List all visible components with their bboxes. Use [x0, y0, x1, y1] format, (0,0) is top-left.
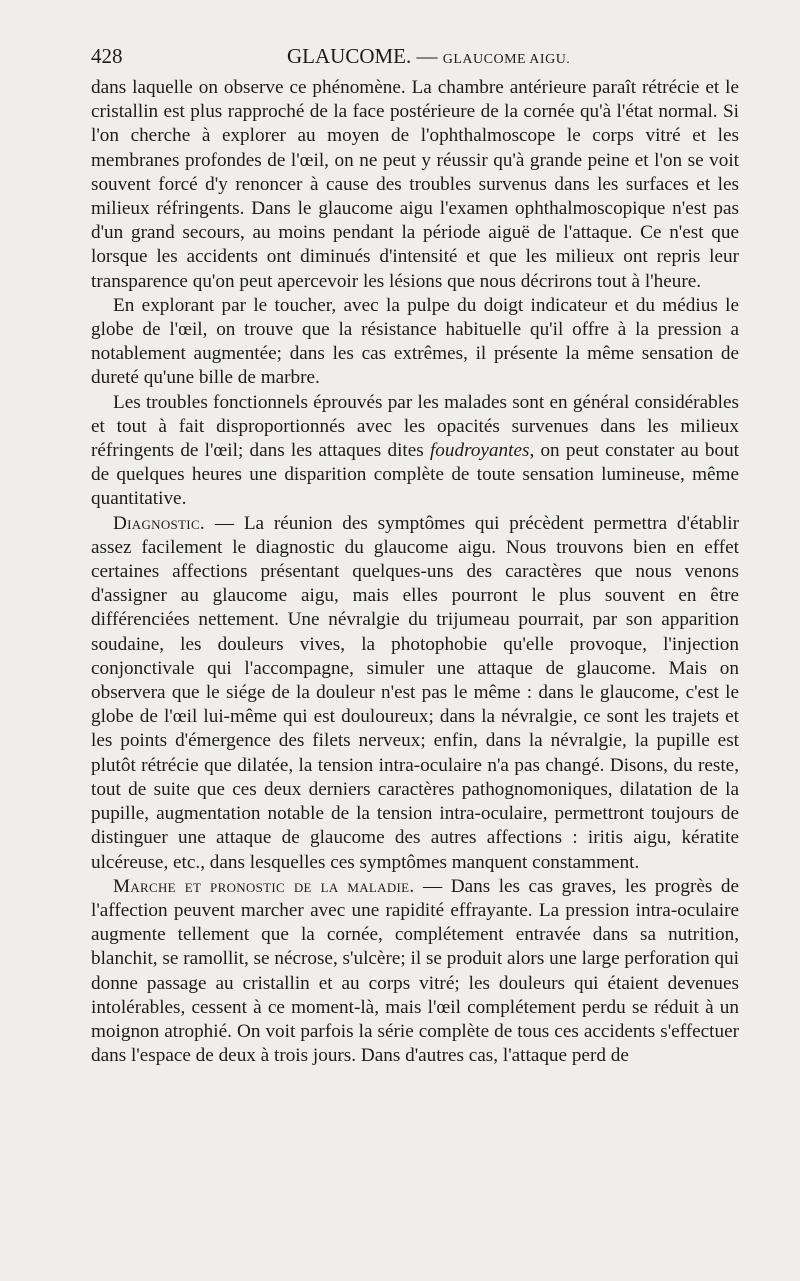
- paragraph-functional-troubles: [91, 391, 739, 512]
- paragraph-prognosis: [91, 875, 739, 1069]
- section-heading-prognosis: Marche et pronostic de la maladie.: [113, 875, 415, 897]
- body-text: [91, 76, 739, 1068]
- header-title: GLAUCOME.: [287, 44, 412, 68]
- paragraph-diagnostic: [91, 512, 739, 875]
- paragraph-text: — La réunion des symptômes qui précèdent permettra d'établir assez facilement le diagnostic du glaucome aigu. Nous trouvons bien en effet certaines affections présentant quelques-uns des caractères que nous venons d'assigner au glaucome aigu, mais elles pourront le plus souvent en être différenciées nettement. Une névralgie du trijumeau pourrait, par son apparition soudaine, les douleurs vives, la photophobie qu'elle provoque, l'injection conjonctivale qui l'accompagne, simuler une attaque de glaucome. Mais on observera que le siége de la douleur n'est pas le même : dans le glaucome, c'est le globe de l'œil lui-même qui est douloureux; dans la névralgie, ce sont les trajets et les points d'émergence des filets nerveux; enfin, dans la névralgie, la pupille est plutôt rétrécie que dilatée, la tension intra-oculaire n'a pas changé. Disons, du reste, tout de suite que ces deux derniers caractères pathognomoniques, dilatation de la pupille, augmentation notable de la tension intra-oculaire, permettront toujours de distinguer une attaque de glaucome des autres affections : iritis aigu, kératite ulcéreuse, etc., dans lesquelles ces symptômes manquent constamment.: [91, 512, 739, 873]
- running-header: [91, 44, 739, 76]
- italic-term: foudroyantes: [429, 440, 530, 462]
- paragraph-continuation: dans laquelle on observe ce phénomène. La chambre antérieure paraît rétrécie et le cristallin est plus rapproché de la face postérieure de la cornée qu'à l'état normal. Si l'on cherche à explorer au moyen de l'ophthalmoscope le corps vitré et les membranes profondes de l'œil, on ne peut y réussir qu'à grande peine et l'on se voit souvent forcé d'y renoncer à cause des troubles survenus dans les surfaces et les milieux réfringents. Dans le glaucome aigu l'examen ophthalmoscopique n'est pas d'un grand secours, au moins pendant la période aiguë de l'attaque. Ce n'est que lorsque les accidents ont diminués d'intensité et que les milieux ont repris leur transparence qu'on peut apercevoir les lésions que nous décrirons tout à l'heure.: [91, 77, 739, 292]
- section-heading-diagnostic: Diagnostic.: [113, 512, 206, 534]
- paragraph-text: Les troubles fonctionnels éprouvés par les malades sont en général considérables et tout à fait disproportionnés avec les opacités survenues dans les milieux réfringents de l'œil; dans les attaques dites: [91, 391, 739, 462]
- header-separator: —: [416, 44, 438, 68]
- page-number: 428: [91, 44, 123, 68]
- header-subtitle: GLAUCOME AIGU.: [442, 52, 571, 67]
- paragraph-text: , on peut constater au bout de quelques heures une disparition complète de toute sensation lumineuse, même quantitative.: [91, 440, 740, 510]
- running-title: [287, 44, 570, 69]
- paragraph-text: — Dans les cas graves, les progrès de l'affection peuvent marcher avec une rapidité effrayante. La pression intra-oculaire augmente tellement que la cornée, complétement entravée dans sa nutrition, blanchit, se ramollit, se nécrose, s'ulcère; il se produit alors une large perforation qui donne passage au cristallin et au corps vitré; les douleurs qui étaient devenues intolérables, cessent à ce moment-là, mais l'œil complétement perdu se réduit à un moignon atrophié. On voit parfois la série complète de tous ces accidents s'effectuer dans l'espace de deux à trois jours. Dans d'autres cas, l'attaque perd de: [91, 875, 740, 1067]
- paragraph-palpation: En explorant par le toucher, avec la pulpe du doigt indicateur et du médius le globe de l'œil, on trouve que la résistance habituelle qu'il offre à la pression a notablement augmentée; dans les cas extrêmes, il présente la même sensation de dureté qu'une bille de marbre.: [91, 294, 739, 389]
